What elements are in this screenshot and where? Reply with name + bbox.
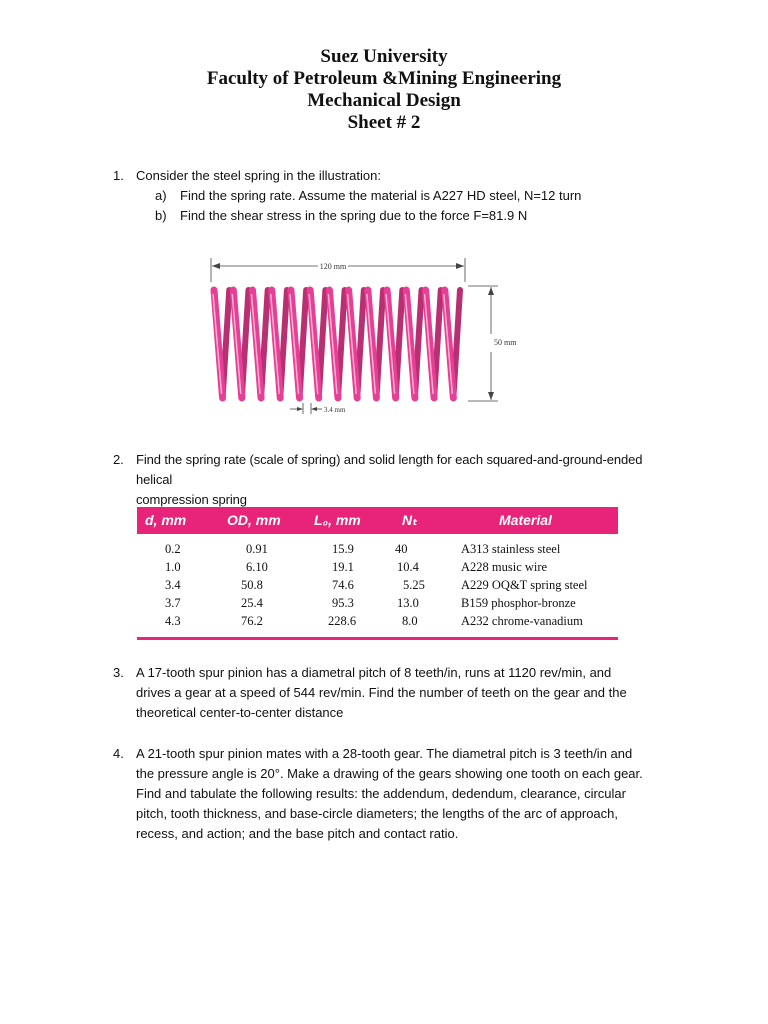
diameter-dimension-label: 50 mm <box>494 338 517 347</box>
table-row <box>137 558 618 576</box>
header-wire-diameter: d, mm <box>145 512 187 528</box>
cell-d: 4.3 <box>165 614 181 628</box>
header-free-length: L₀, mm <box>314 512 361 528</box>
cell-l0: 19.1 <box>332 560 354 574</box>
question-part-b <box>155 206 673 226</box>
coil-front-strand <box>214 290 223 398</box>
cell-d: 0.2 <box>165 542 181 556</box>
cell-l0: 15.9 <box>332 542 354 556</box>
table-bottom-rule <box>137 637 618 640</box>
spring-illustration <box>200 256 530 426</box>
table-header <box>137 507 618 534</box>
question-line: Find the spring rate (scale of spring) and solid length for each squared-and-ground-ended helical <box>136 452 643 487</box>
cell-nt: 5.25 <box>403 578 425 592</box>
header-outer-diameter: OD, mm <box>227 512 281 528</box>
coil-front-strand <box>310 290 319 398</box>
cell-material: A228 music wire <box>461 560 548 574</box>
cell-od: 6.10 <box>246 560 268 574</box>
part-text: Find the spring rate. Assume the material is A227 HD steel, N=12 turn <box>180 188 582 203</box>
cell-material: A229 OQ&T spring steel <box>461 578 588 592</box>
question-number: 1. <box>113 168 124 183</box>
part-label: a) <box>155 188 167 203</box>
cell-od: 0.91 <box>246 542 268 556</box>
coil-front-strand <box>252 290 261 398</box>
cell-l0: 95.3 <box>332 596 354 610</box>
sheet-title: Sheet # 2 <box>347 112 421 133</box>
course-title: Mechanical Design <box>307 90 461 111</box>
question-line: theoretical center-to-center distance <box>136 705 344 720</box>
question-line: A 17-tooth spur pinion has a diametral pitch of 8 teeth/in, runs at 1120 rev/min, and <box>136 665 612 680</box>
cell-d: 3.4 <box>165 578 181 592</box>
table-row <box>137 612 618 630</box>
question-line: recess, and action; and the base pitch and contact ratio. <box>136 826 459 841</box>
question-line: Find and tabulate the following results: the addendum, dedendum, clearance, circular <box>136 786 626 801</box>
coil-front-strand <box>233 290 242 398</box>
header-total-turns: Nₜ <box>402 512 418 528</box>
question-3 <box>113 663 673 723</box>
question-text: Consider the steel spring in the illustration: <box>136 168 381 183</box>
length-dimension-label: 120 mm <box>319 262 347 271</box>
coil-front-strand <box>426 290 435 398</box>
cell-od: 25.4 <box>241 596 263 610</box>
coil-front-strand <box>291 290 300 398</box>
question-line: A 21-tooth spur pinion mates with a 28-tooth gear. The diametral pitch is 3 teeth/in and <box>136 746 633 761</box>
question-number: 2. <box>113 452 124 467</box>
cell-od: 50.8 <box>241 578 263 592</box>
question-2 <box>113 450 673 510</box>
question-line: the pressure angle is 20°. Make a drawing of the gears showing one tooth on each gear. <box>136 766 643 781</box>
question-line: pitch, tooth thickness, and base-circle diameters; the lengths of the arc of approach, <box>136 806 618 821</box>
cell-nt: 8.0 <box>402 614 418 628</box>
university-title: Suez University <box>320 46 448 67</box>
cell-nt: 10.4 <box>397 560 419 574</box>
cell-material: A313 stainless steel <box>461 542 561 556</box>
spring-coils <box>213 290 460 398</box>
part-text: Find the shear stress in the spring due to the force F=81.9 N <box>180 208 528 223</box>
table-row <box>137 576 618 594</box>
coil-front-strand <box>387 290 396 398</box>
coil-front-strand <box>406 290 415 398</box>
faculty-title: Faculty of Petroleum &Mining Engineering <box>206 68 562 89</box>
coil-front-strand <box>445 290 454 398</box>
question-number: 4. <box>113 746 124 761</box>
cell-d: 1.0 <box>165 560 181 574</box>
cell-nt: 40 <box>395 542 408 556</box>
coil-front-strand <box>368 290 377 398</box>
cell-od: 76.2 <box>241 614 263 628</box>
question-part-a <box>155 186 673 206</box>
cell-l0: 74.6 <box>332 578 354 592</box>
question-1 <box>113 166 673 226</box>
part-label: b) <box>155 208 167 223</box>
wire-dimension-label: 3.4 mm <box>324 406 346 414</box>
cell-material: A232 chrome-vanadium <box>461 614 583 628</box>
spring-table <box>137 507 618 640</box>
table-row <box>137 594 618 612</box>
question-line: compression spring <box>136 492 247 507</box>
cell-l0: 228.6 <box>328 614 357 628</box>
coil-front-strand <box>272 290 281 398</box>
cell-material: B159 phosphor-bronze <box>461 596 576 610</box>
question-number: 3. <box>113 665 124 680</box>
cell-nt: 13.0 <box>397 596 419 610</box>
cell-d: 3.7 <box>165 596 181 610</box>
header-material: Material <box>499 512 552 528</box>
question-line: drives a gear at a speed of 544 rev/min. Find the number of teeth on the gear and the <box>136 685 627 700</box>
coil-front-strand <box>329 290 338 398</box>
question-4 <box>113 744 673 844</box>
coil-front-strand <box>349 290 358 398</box>
sheet-header <box>0 46 768 134</box>
table-body <box>137 534 618 637</box>
table-row <box>137 540 618 558</box>
